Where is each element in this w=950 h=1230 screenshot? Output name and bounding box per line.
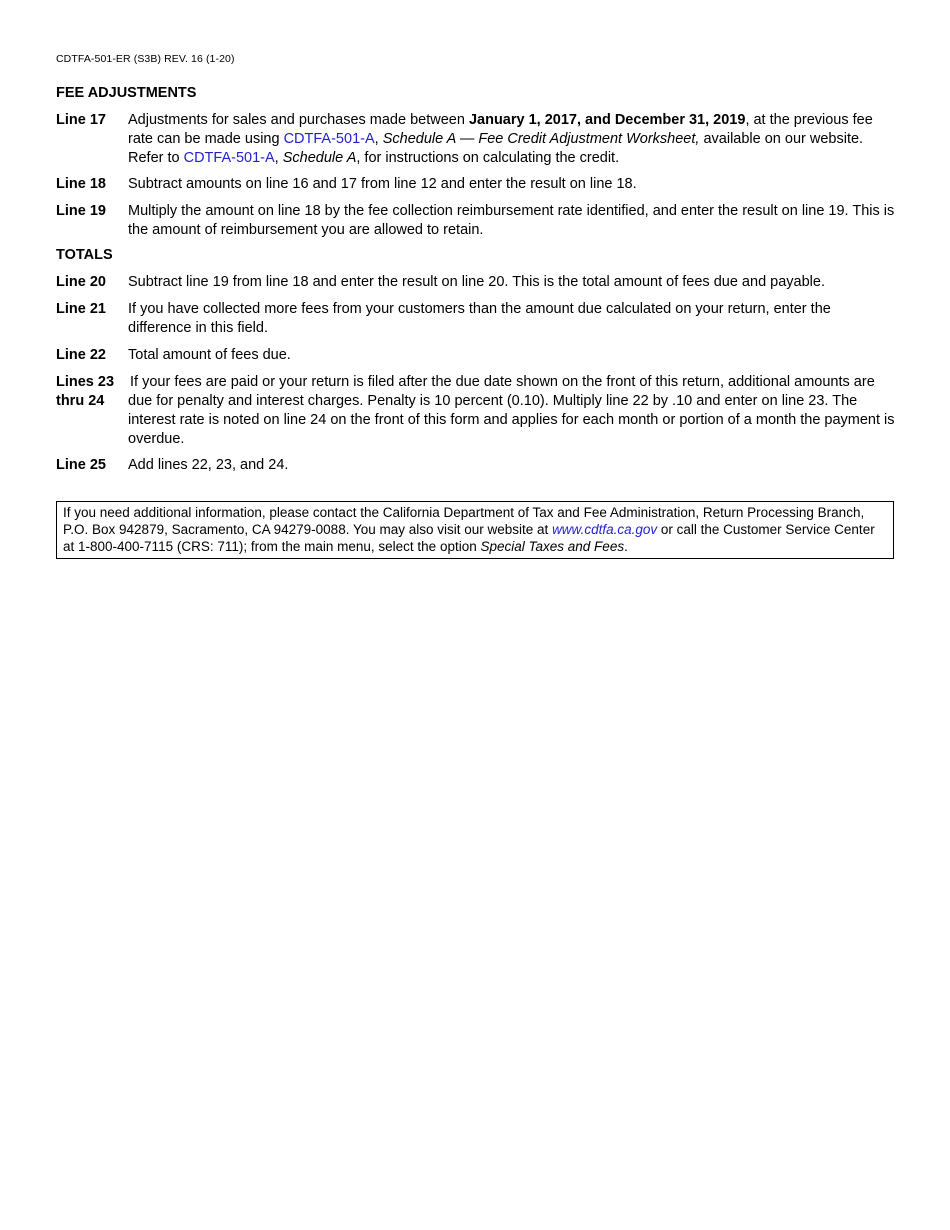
- line-label: Line 18: [56, 176, 106, 192]
- line-label: Line 19: [56, 203, 106, 219]
- line-label: Line 20: [56, 274, 106, 290]
- line-label: Line 25: [56, 457, 106, 473]
- line-text: Multiply the amount on line 18 by the fee collection reimbursement rate identified, and enter the result on line 19. This is the amount of reimbursement you are allowed to retain.: [128, 203, 895, 238]
- entry-line-20: [56, 273, 896, 292]
- schedule-a-ref: Schedule A: [282, 150, 357, 166]
- entry-line-22: [56, 346, 896, 365]
- line-label: Line 21: [56, 301, 106, 317]
- entry-line-19: [56, 202, 896, 240]
- line-text: Subtract line 19 from line 18 and enter the result on line 20. This is the total amount of fees due and payable.: [128, 274, 825, 290]
- entry-line-17: [56, 111, 896, 168]
- entry-line-25: [56, 456, 896, 475]
- website-link[interactable]: www.cdtfa.ca.gov: [552, 522, 658, 537]
- line-label: Line 17: [56, 112, 106, 128]
- menu-option: Special Taxes and Fees: [480, 539, 625, 554]
- contact-info-box: If you need additional information, please contact the California Department of Tax and Fee Administration, Return Processing Branch, P.O. Box 942879, Sacramento, CA 94279-0088. You may also visit our website at www.cdtfa.ca.gov or call the Customer Service Center at 1-800-400-7115 (CRS: 711); from the main menu, select the option Special Taxes and Fees.: [56, 501, 894, 559]
- section-title-fee-adjustments: FEE ADJUSTMENTS: [56, 85, 197, 101]
- line-text: Add lines 22, 23, and 24.: [128, 457, 289, 473]
- line-label: Lines 23 thru 24: [56, 374, 115, 409]
- date-range: January 1, 2017, and December 31, 2019: [468, 112, 746, 128]
- line-text: If your fees are paid or your return is filed after the due date shown on the front of this return, additional amounts are due for penalty and interest charges. Penalty is 10 percent (0.10). Multiply line 22 by .10 and enter on line 23. The interest rate is noted on line 24 on the front of this form and applies for each month or portion of a month the payment is overdue.: [128, 374, 895, 447]
- entry-lines-23-24: [56, 373, 896, 449]
- entry-line-18: [56, 175, 896, 194]
- cdtfa-501-a-link-2[interactable]: CDTFA-501-A: [183, 150, 275, 166]
- cdtfa-501-a-link[interactable]: CDTFA-501-A: [283, 131, 375, 147]
- schedule-title: Schedule A — Fee Credit Adjustment Worksheet,: [382, 131, 700, 147]
- line-text: Subtract amounts on line 16 and 17 from line 12 and enter the result on line 18.: [128, 176, 637, 192]
- section-title-totals: TOTALS: [56, 247, 113, 263]
- form-id: CDTFA-501-ER (S3B) REV. 16 (1-20): [56, 53, 235, 65]
- line-label: Line 22: [56, 347, 106, 363]
- entry-line-21: [56, 300, 896, 338]
- line-text: Total amount of fees due.: [128, 347, 291, 363]
- line-text: Adjustments for sales and purchases made between January 1, 2017, and December 31, 2019, at the previous fee rate can be made using CDTFA-501-A, Schedule A — Fee Credit Adjustment Worksheet, available on our website. Refer to CDTFA-501-A, Schedule A, for instructions on calculating the credit.: [128, 112, 873, 166]
- line-text: If you have collected more fees from your customers than the amount due calculated on your return, enter the difference in this field.: [128, 301, 831, 336]
